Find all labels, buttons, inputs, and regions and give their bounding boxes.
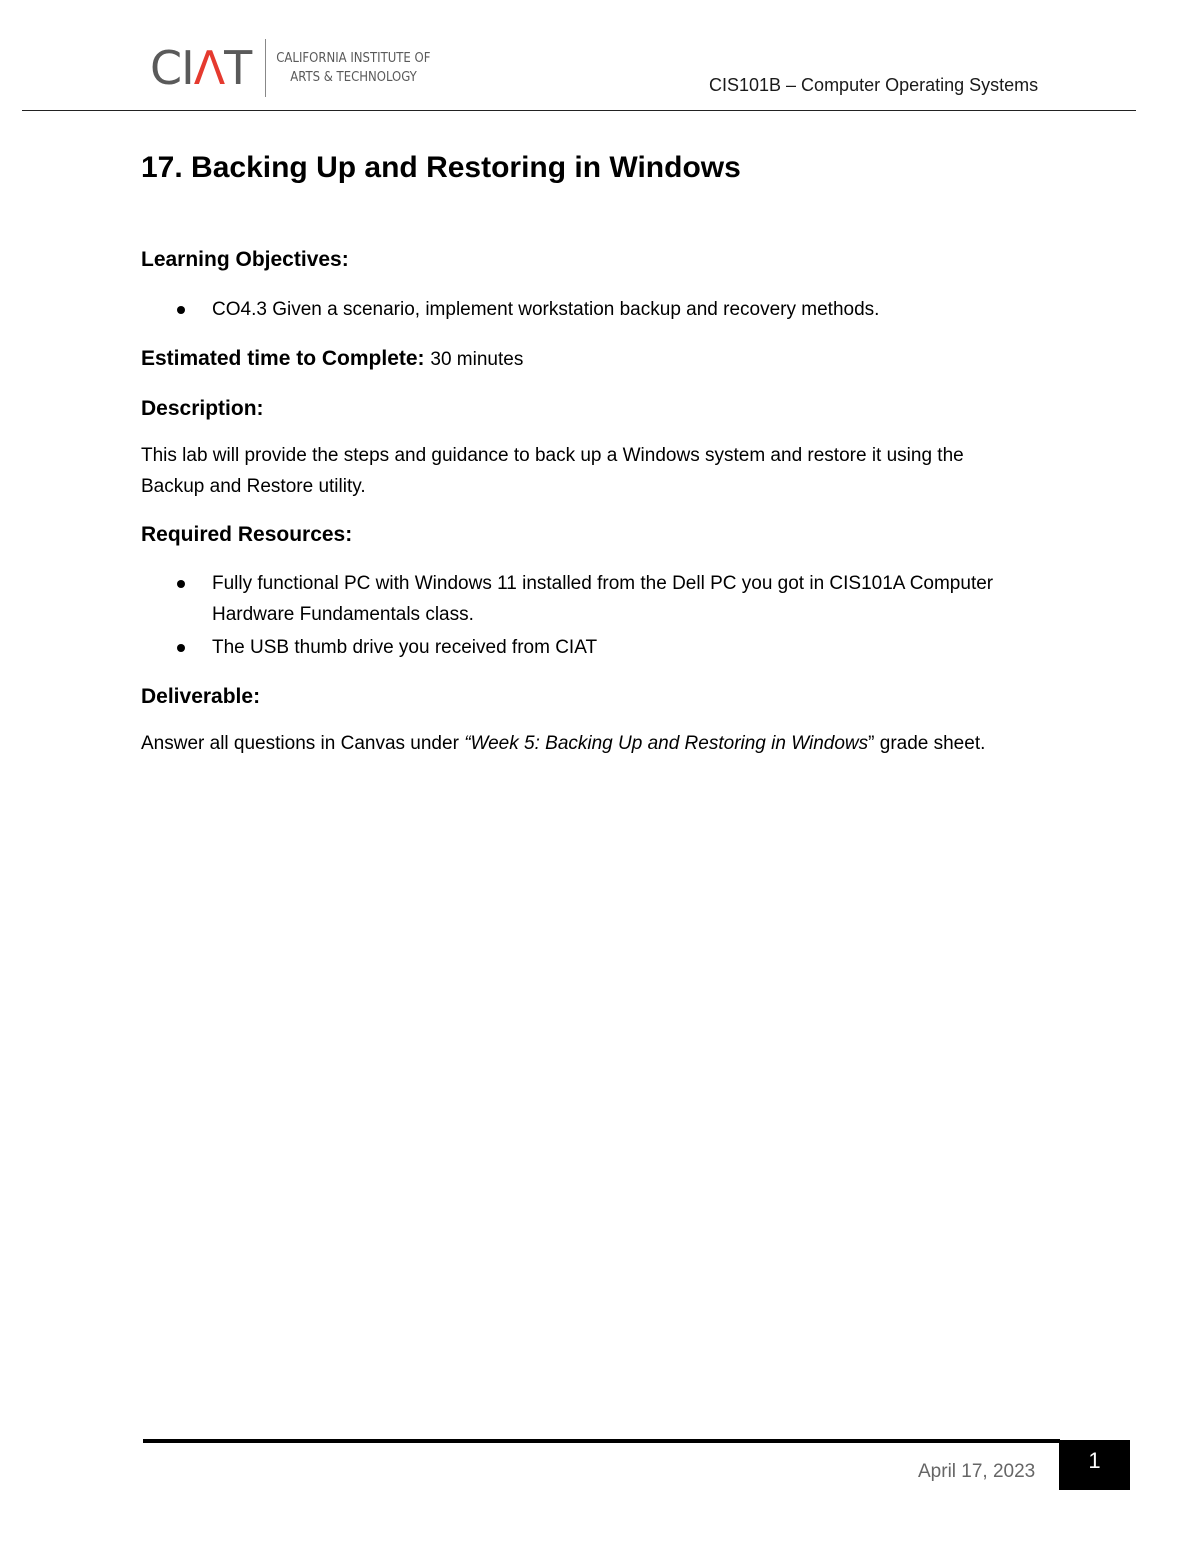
- bullet-icon: [177, 580, 185, 588]
- deliverable-text-after: ” grade sheet.: [868, 733, 986, 754]
- required-resources-heading: Required Resources:: [141, 523, 353, 546]
- logo-mark: [150, 41, 252, 95]
- page-number: 1: [1088, 1448, 1101, 1473]
- footer-divider: [143, 1439, 1060, 1443]
- bullet-icon: [177, 306, 185, 314]
- deliverable-heading: Deliverable:: [141, 685, 261, 708]
- footer-date: April 17, 2023: [918, 1461, 1036, 1482]
- estimated-time-label: Estimated time to Complete:: [141, 347, 425, 370]
- learning-objectives-list: [141, 294, 1021, 325]
- estimated-time-heading: [141, 345, 1021, 374]
- description-heading: Description:: [141, 397, 264, 420]
- logo-mark-accent: Λ: [193, 41, 225, 95]
- learning-objectives-heading: Learning Objectives:: [141, 248, 349, 271]
- logo-divider: [265, 39, 266, 97]
- page-title: 17. Backing Up and Restoring in Windows: [141, 151, 741, 184]
- bullet-icon: [177, 644, 185, 652]
- header-divider: [22, 110, 1136, 111]
- list-item: [141, 294, 1021, 325]
- logo-mark-suffix: T: [224, 41, 252, 95]
- required-resources-list: [141, 568, 1021, 663]
- description-text: This lab will provide the steps and guidance to back up a Windows system and restore it using the Backup and Restore utility.: [141, 445, 964, 497]
- course-header: CIS101B – Computer Operating Systems: [709, 75, 1039, 95]
- deliverable-text: [141, 728, 1021, 759]
- list-item-text: Fully functional PC with Windows 11 installed from the Dell PC you got in CIS101A Computer Hardware Fundamentals class.: [212, 573, 994, 625]
- list-item: [141, 632, 1021, 663]
- deliverable-text-before: Answer all questions in Canvas under: [141, 733, 465, 754]
- logo-mark-prefix: CI: [150, 41, 194, 95]
- document-body: [141, 150, 1021, 759]
- list-item: [141, 568, 1021, 630]
- page-number-box: [1059, 1440, 1130, 1490]
- deliverable-week-title: “Week 5: Backing Up and Restoring in Windows: [464, 733, 869, 754]
- estimated-time-value: 30 minutes: [430, 349, 524, 370]
- list-item-text: The USB thumb drive you received from CIAT: [212, 637, 598, 658]
- list-item-text: CO4.3 Given a scenario, implement workstation backup and recovery methods.: [212, 299, 880, 320]
- logo-line-2: ARTS & TECHNOLOGY: [290, 70, 417, 85]
- logo-institution-name: [276, 49, 430, 87]
- logo-line-1: CALIFORNIA INSTITUTE OF: [276, 51, 431, 66]
- ciat-logo: [150, 38, 430, 98]
